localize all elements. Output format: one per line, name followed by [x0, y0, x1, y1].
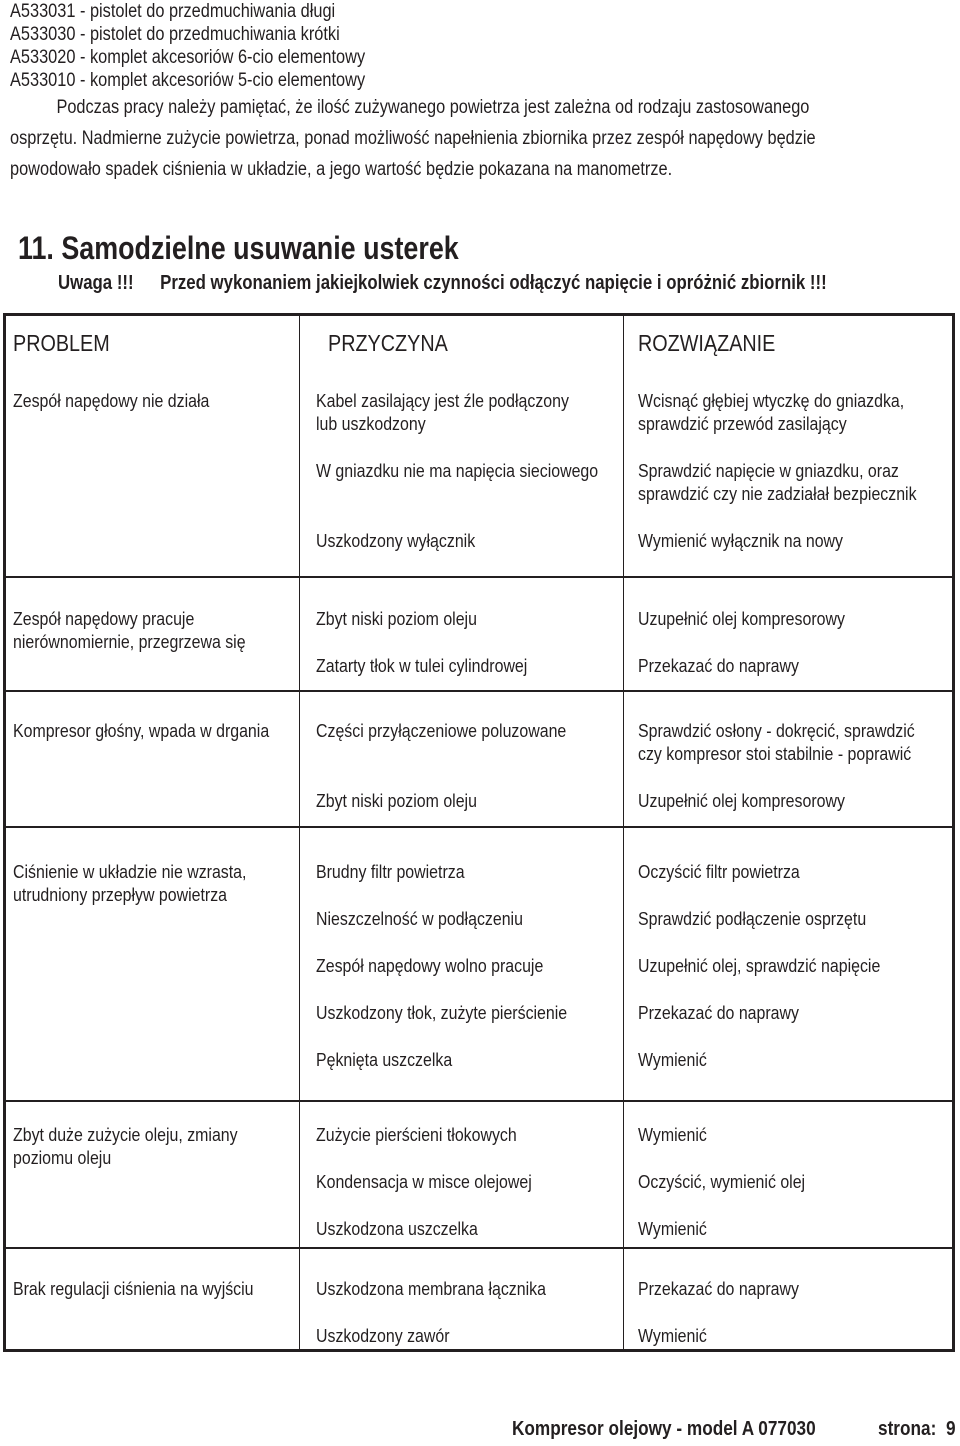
solution-text: czy kompresor stoi stabilnie - poprawić — [638, 743, 912, 764]
cause-text: Brudny filtr powietrza — [316, 861, 465, 882]
cause-text: Kondensacja w misce olejowej — [316, 1171, 532, 1192]
cause-text: Zespół napędowy wolno pracuje — [316, 955, 544, 976]
solution-text: Przekazać do naprawy — [638, 1278, 799, 1299]
accessory-line: A533030 - pistolet do przedmuchiwania krótki — [10, 24, 340, 45]
paragraph-line: powodowało spadek ciśnienia w układzie, a jego wartość będzie pokazana na manometrze. — [10, 159, 673, 180]
solution-text: Sprawdzić napięcie w gniazdku, oraz — [638, 460, 899, 481]
troubleshooting-table — [3, 313, 955, 1352]
solution-text: Sprawdzić podłączenie osprzętu — [638, 908, 867, 929]
section-title: 11. Samodzielne usuwanie usterek — [18, 230, 459, 266]
cause-text: Nieszczelność w podłączeniu — [316, 908, 523, 929]
solution-text: Wymienić wyłącznik na nowy — [638, 530, 843, 551]
solution-text: Uzupełnić olej, sprawdzić napięcie — [638, 955, 881, 976]
footer-model: Kompresor olejowy - model A 077030 — [512, 1418, 816, 1440]
solution-text: Wymienić — [638, 1124, 707, 1145]
solution-text: Sprawdzić osłony - dokręcić, sprawdzić — [638, 720, 915, 741]
cause-text: lub uszkodzony — [316, 413, 426, 434]
problem-text: Kompresor głośny, wpada w drgania — [13, 720, 270, 741]
cause-text: Uszkodzony zawór — [316, 1325, 450, 1346]
cause-text: Uszkodzona uszczelka — [316, 1218, 478, 1239]
solution-text: Oczyścić filtr powietrza — [638, 861, 800, 882]
solution-text: Przekazać do naprawy — [638, 1002, 799, 1023]
column-divider — [623, 316, 624, 1349]
cause-text: Pęknięta uszczelka — [316, 1049, 453, 1070]
cause-text: Uszkodzony tłok, zużyte pierścienie — [316, 1002, 568, 1023]
cause-text: Zbyt niski poziom oleju — [316, 790, 477, 811]
cause-text: Zatarty tłok w tulei cylindrowej — [316, 655, 528, 676]
problem-text: Ciśnienie w układzie nie wzrasta, — [13, 861, 247, 882]
solution-text: Uzupełnić olej kompresorowy — [638, 608, 845, 629]
cause-text: Zużycie pierścieni tłokowych — [316, 1124, 517, 1145]
cause-text: Uszkodzona membrana łącznika — [316, 1278, 546, 1299]
cause-text: Uszkodzony wyłącznik — [316, 530, 476, 551]
row-divider — [6, 1247, 952, 1249]
cause-text: Części przyłączeniowe poluzowane — [316, 720, 567, 741]
header-cause: PRZYCZYNA — [328, 330, 448, 356]
accessory-line: A533020 - komplet akcesoriów 6-cio elementowy — [10, 47, 366, 68]
cause-text: Zbyt niski poziom oleju — [316, 608, 477, 629]
cause-text: Kabel zasilający jest źle podłączony — [316, 390, 569, 411]
cause-text: W gniazdku nie ma napięcia sieciowego — [316, 460, 599, 481]
warning-text: Przed wykonaniem jakiejkolwiek czynności odłączyć napięcie i opróżnić zbiornik !!! — [160, 272, 827, 294]
column-divider — [299, 316, 300, 1349]
problem-text: Zespół napędowy pracuje — [13, 608, 195, 629]
row-divider — [6, 1100, 952, 1102]
solution-text: Wymienić — [638, 1325, 707, 1346]
paragraph-line: Podczas pracy należy pamiętać, że ilość zużywanego powietrza jest zależna od rodzaju zastosowanego — [56, 97, 810, 118]
solution-text: Wymienić — [638, 1049, 707, 1070]
header-problem: PROBLEM — [13, 330, 110, 356]
solution-text: Oczyścić, wymienić olej — [638, 1171, 806, 1192]
problem-text: Zespół napędowy nie działa — [13, 390, 210, 411]
row-divider — [6, 690, 952, 692]
problem-text: nierównomiernie, przegrzewa się — [13, 631, 246, 652]
problem-text: utrudniony przepływ powietrza — [13, 884, 228, 905]
solution-text: sprawdzić przewód zasilający — [638, 413, 847, 434]
footer-page-label: strona: — [878, 1418, 937, 1440]
paragraph-line: osprzętu. Nadmierne zużycie powietrza, ponad możliwość napełnienia zbiornika przez zespół napędowy będzie — [10, 128, 816, 149]
solution-text: Wymienić — [638, 1218, 707, 1239]
accessory-list — [10, 0, 423, 92]
warning-label: Uwaga !!! — [58, 272, 134, 294]
solution-text: sprawdzić czy nie zadziałał bezpiecznik — [638, 483, 917, 504]
solution-text: Wcisnąć głębiej wtyczkę do gniazdka, — [638, 390, 905, 411]
solution-text: Przekazać do naprawy — [638, 655, 799, 676]
problem-text: Zbyt duże zużycie oleju, zmiany — [13, 1124, 238, 1145]
air-usage-paragraph — [10, 92, 960, 185]
warning-line — [58, 272, 827, 295]
problem-text: poziomu oleju — [13, 1147, 112, 1168]
header-solution: ROZWIĄZANIE — [638, 330, 776, 356]
row-divider — [6, 576, 952, 578]
accessory-line: A533031 - pistolet do przedmuchiwania długi — [10, 1, 336, 22]
problem-text: Brak regulacji ciśnienia na wyjściu — [13, 1278, 254, 1299]
row-divider — [6, 826, 952, 828]
footer-page-number: 9 — [946, 1418, 956, 1440]
solution-text: Uzupełnić olej kompresorowy — [638, 790, 845, 811]
accessory-line: A533010 - komplet akcesoriów 5-cio elementowy — [10, 70, 366, 91]
